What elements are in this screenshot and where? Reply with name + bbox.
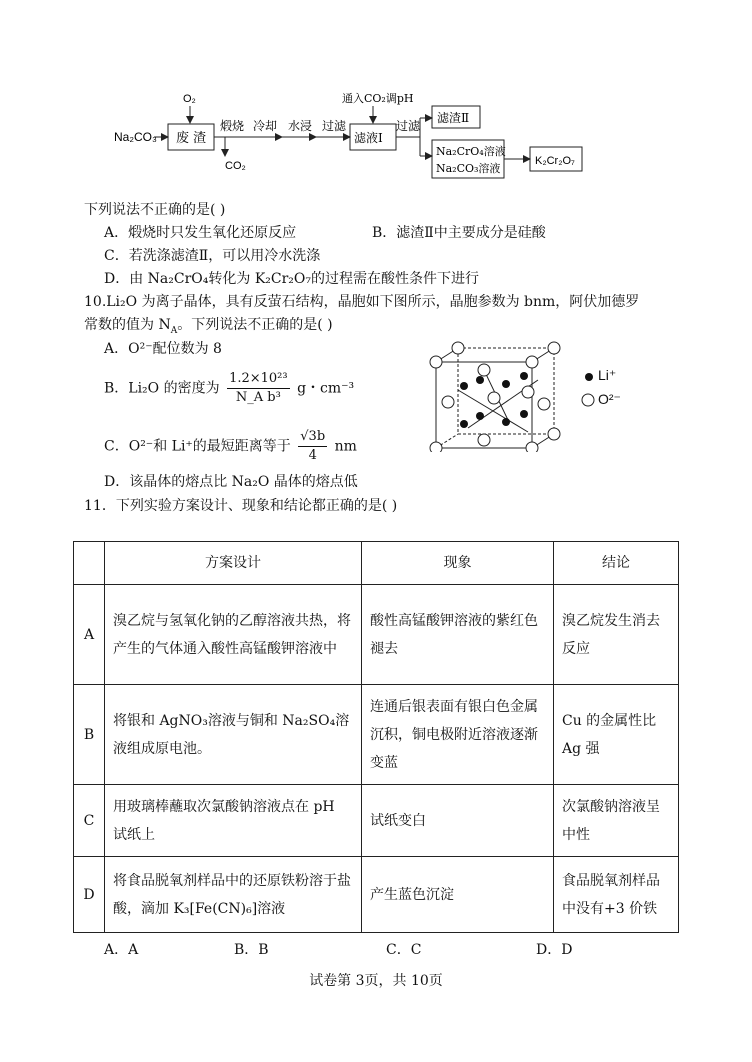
q11-stem: 11．下列实验方案设计、现象和结论都正确的是( ) bbox=[84, 498, 398, 514]
row-phenomenon: 试纸变白 bbox=[362, 785, 554, 857]
q10-c-num: √3b bbox=[298, 428, 327, 447]
q10-option-a: A．O²⁻配位数为 8 bbox=[104, 341, 222, 357]
row-label: A bbox=[74, 585, 105, 685]
flow-co2-out: CO₂ bbox=[225, 160, 246, 172]
q10-c-fraction bbox=[298, 428, 327, 465]
flow-reactant: Na₂CO₃ bbox=[114, 130, 157, 144]
header-conclusion: 结论 bbox=[554, 542, 679, 585]
q9-option-c: C．若洗涤滤渣Ⅱ，可以用冷水洗涤 bbox=[104, 248, 321, 264]
q9-option-d: D．由 Na₂CrO₄转化为 K₂Cr₂O₇的过程需在酸性条件下进行 bbox=[104, 271, 480, 287]
row-conclusion: 食品脱氧剂样品中没有+3 价铁 bbox=[554, 857, 679, 933]
flow-co2-ph: 通入CO₂调pH bbox=[342, 92, 414, 105]
table-header-row bbox=[74, 542, 679, 585]
q10-b-unit: g・cm⁻³ bbox=[297, 380, 355, 397]
q10-b-den: N_A b³ bbox=[235, 390, 281, 405]
q10-option-d: D．该晶体的熔点比 Na₂O 晶体的熔点低 bbox=[104, 474, 358, 490]
q10-stem2-end: 。下列说法不正确的是( ) bbox=[177, 317, 333, 333]
o-legend-icon bbox=[580, 392, 596, 408]
row-conclusion: Cu 的金属性比 Ag 强 bbox=[554, 685, 679, 785]
flow-o2: O₂ bbox=[183, 93, 196, 105]
row-design: 溴乙烷与氢氧化钠的乙醇溶液共热，将产生的气体通入酸性高锰酸钾溶液中 bbox=[105, 585, 362, 685]
legend-li: Li⁺ bbox=[598, 367, 617, 383]
q9-stem: 下列说法不正确的是( ) bbox=[84, 202, 226, 218]
q10-b-num: 1.2×10²³ bbox=[227, 370, 290, 389]
flow-filter1: 过滤 bbox=[322, 119, 347, 133]
q10-c-pre: C．O²⁻和 Li⁺的最短距离等于 bbox=[104, 438, 291, 455]
flow-filtrate1: 滤液Ⅰ bbox=[354, 131, 383, 145]
li-legend-icon bbox=[582, 370, 596, 384]
flow-residue2: 滤渣Ⅱ bbox=[437, 111, 470, 125]
q9-option-b: B．滤渣Ⅱ中主要成分是硅酸 bbox=[372, 225, 546, 241]
table-row bbox=[74, 685, 679, 785]
flow-calcine: 煅烧 bbox=[220, 119, 245, 133]
row-label: C bbox=[74, 785, 105, 857]
q11-option-a: A．A bbox=[104, 942, 139, 958]
q10-option-b bbox=[104, 370, 354, 407]
q10-option-c bbox=[104, 428, 357, 465]
q10-stem-line1: 10.Li₂O 为离子晶体，具有反萤石结构，晶胞如下图所示，晶胞参数为 bnm，阿伏加德罗 bbox=[84, 294, 640, 310]
flow-solution-b: Na₂CO₃溶液 bbox=[436, 162, 501, 175]
crystal-cell-figure bbox=[428, 340, 568, 452]
q10-c-unit: nm bbox=[334, 438, 357, 455]
row-label: B bbox=[74, 685, 105, 785]
flow-product: K₂Cr₂O₇ bbox=[535, 155, 575, 167]
table-row bbox=[74, 857, 679, 933]
flow-residue: 废 渣 bbox=[176, 131, 207, 146]
row-label: D bbox=[74, 857, 105, 933]
q11-option-c: C．C bbox=[386, 942, 422, 958]
q10-stem-line2 bbox=[84, 314, 333, 336]
row-design: 将食品脱氧剂样品中的还原铁粉溶于盐酸，滴加 K₃[Fe(CN)₆]溶液 bbox=[105, 857, 362, 933]
page-footer: 试卷第 3页，共 10页 bbox=[309, 973, 443, 989]
q9-option-a: A．煅烧时只发生氧化还原反应 bbox=[104, 225, 297, 241]
q10-c-den: 4 bbox=[308, 448, 317, 463]
header-blank bbox=[74, 542, 105, 585]
row-phenomenon: 酸性高锰酸钾溶液的紫红色褪去 bbox=[362, 585, 554, 685]
legend-o: O²⁻ bbox=[598, 391, 621, 407]
q10-stem2: 常数的值为 N bbox=[84, 317, 171, 333]
flow-leach: 水浸 bbox=[288, 119, 313, 133]
q10-stem2-sub: A bbox=[170, 325, 178, 336]
q11-option-d: D．D bbox=[536, 942, 573, 958]
table-row bbox=[74, 585, 679, 685]
header-phenomenon: 现象 bbox=[362, 542, 554, 585]
row-conclusion: 溴乙烷发生消去反应 bbox=[554, 585, 679, 685]
row-phenomenon: 产生蓝色沉淀 bbox=[362, 857, 554, 933]
row-phenomenon: 连通后银表面有银白色金属沉积，铜电极附近溶液逐渐变蓝 bbox=[362, 685, 554, 785]
row-design: 将银和 AgNO₃溶液与铜和 Na₂SO₄溶液组成原电池。 bbox=[105, 685, 362, 785]
experiment-table bbox=[73, 541, 679, 933]
q10-b-pre: B．Li₂O 的密度为 bbox=[104, 380, 220, 397]
row-conclusion: 次氯酸钠溶液呈中性 bbox=[554, 785, 679, 857]
flow-cool: 冷却 bbox=[253, 119, 278, 133]
row-design: 用玻璃棒蘸取次氯酸钠溶液点在 pH 试纸上 bbox=[105, 785, 362, 857]
q11-option-b: B．B bbox=[234, 942, 269, 958]
header-design: 方案设计 bbox=[105, 542, 362, 585]
flow-solution-a: Na₂CrO₄溶液 bbox=[436, 145, 506, 158]
table-row bbox=[74, 785, 679, 857]
q10-b-fraction bbox=[227, 370, 290, 407]
process-flow-diagram bbox=[110, 84, 610, 194]
flow-filter2: 过滤 bbox=[396, 119, 421, 133]
